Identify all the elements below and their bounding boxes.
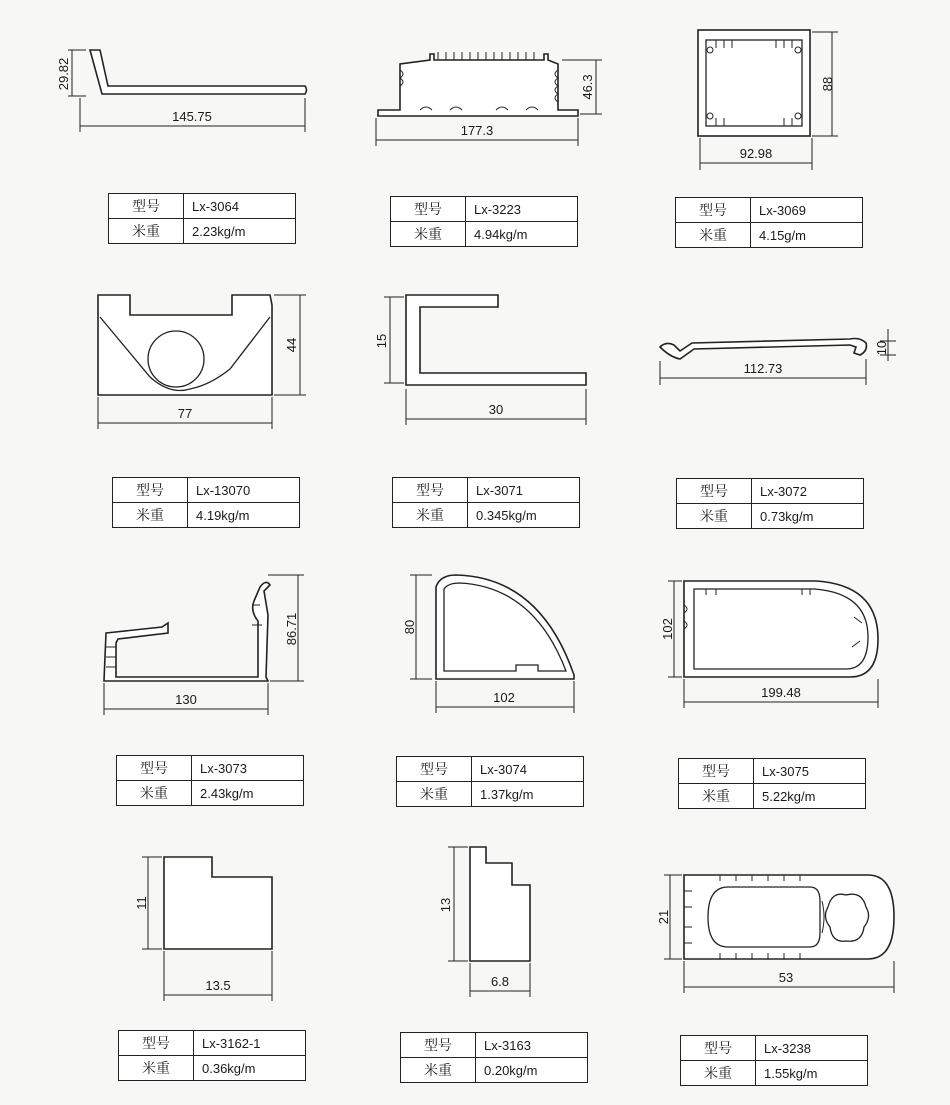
hook-strip-profile-icon	[640, 285, 940, 465]
model-label: 型号	[113, 478, 188, 503]
weight-label: 米重	[677, 504, 752, 529]
profile-card	[640, 835, 940, 1105]
model-value: Lx-3163	[476, 1033, 588, 1058]
dim-height: 29.82	[56, 57, 71, 91]
model-value: Lx-3073	[192, 756, 304, 781]
dim-height: 15	[374, 333, 389, 349]
profile-card	[640, 285, 940, 555]
flat-ramp-profile-icon	[50, 30, 350, 210]
weight-value: 2.23kg/m	[184, 219, 296, 244]
profile-card	[380, 835, 680, 1105]
model-label: 型号	[676, 198, 751, 223]
slotted-capsule-profile-icon	[640, 835, 940, 1015]
weight-label: 米重	[401, 1058, 476, 1083]
round-hole-block-profile-icon	[70, 285, 370, 465]
weight-value: 0.36kg/m	[194, 1056, 306, 1081]
dim-height: 11	[134, 896, 149, 910]
model-value: Lx-3074	[472, 757, 584, 782]
dim-width: 112.73	[743, 361, 783, 376]
profile-card	[370, 565, 670, 835]
l-frame-profile-icon	[80, 565, 380, 745]
weight-label: 米重	[119, 1056, 194, 1081]
dim-width: 30	[488, 402, 504, 417]
quarter-round-profile-icon	[370, 565, 670, 745]
model-label: 型号	[119, 1031, 194, 1056]
model-value: Lx-3075	[754, 759, 866, 784]
profile-card	[330, 30, 630, 300]
dim-width: 130	[175, 692, 197, 707]
dim-height: 86.71	[284, 612, 299, 646]
weight-label: 米重	[679, 784, 754, 809]
weight-label: 米重	[391, 222, 466, 247]
model-value: Lx-13070	[188, 478, 300, 503]
model-value: Lx-3072	[752, 479, 864, 504]
dim-width: 53	[778, 970, 794, 985]
dim-height: 10	[874, 340, 889, 356]
profile-card	[100, 835, 400, 1105]
weight-value: 0.345kg/m	[468, 503, 580, 528]
model-label: 型号	[393, 478, 468, 503]
weight-label: 米重	[117, 781, 192, 806]
model-label: 型号	[401, 1033, 476, 1058]
weight-value: 2.43kg/m	[192, 781, 304, 806]
model-label: 型号	[679, 759, 754, 784]
dim-width: 92.98	[739, 146, 773, 161]
square-tube-profile-icon	[640, 20, 940, 200]
step-block-profile-icon	[100, 835, 400, 1015]
model-value: Lx-3071	[468, 478, 580, 503]
model-value: Lx-3069	[751, 198, 863, 223]
weight-value: 4.94kg/m	[466, 222, 578, 247]
weight-value: 0.73kg/m	[752, 504, 864, 529]
weight-value: 0.20kg/m	[476, 1058, 588, 1083]
u-channel-profile-icon	[350, 285, 650, 465]
weight-label: 米重	[393, 503, 468, 528]
weight-label: 米重	[676, 223, 751, 248]
weight-value: 4.15g/m	[751, 223, 863, 248]
profile-card	[640, 20, 940, 290]
weight-label: 米重	[113, 503, 188, 528]
profile-card	[350, 285, 650, 555]
weight-label: 米重	[681, 1061, 756, 1086]
dim-width: 102	[493, 690, 515, 705]
model-label: 型号	[109, 194, 184, 219]
profile-card	[50, 30, 350, 300]
model-label: 型号	[391, 197, 466, 222]
dim-width: 13.5	[205, 978, 231, 993]
weight-value: 5.22kg/m	[754, 784, 866, 809]
profile-card	[640, 565, 940, 835]
profile-card	[80, 565, 380, 835]
dim-height: 46.3	[580, 74, 595, 100]
dim-height: 21	[656, 909, 671, 925]
model-value: Lx-3238	[756, 1036, 868, 1061]
profile-card	[70, 285, 370, 555]
dim-width: 77	[177, 406, 193, 421]
dim-height: 13	[438, 897, 453, 913]
model-label: 型号	[397, 757, 472, 782]
model-label: 型号	[681, 1036, 756, 1061]
heatsink-profile-icon	[330, 30, 630, 210]
dim-width: 177.3	[460, 123, 494, 138]
model-label: 型号	[677, 479, 752, 504]
dim-height: 80	[402, 619, 417, 635]
dim-height: 102	[660, 618, 675, 640]
model-value: Lx-3162-1	[194, 1031, 306, 1056]
weight-value: 1.37kg/m	[472, 782, 584, 807]
stair-block-profile-icon	[380, 835, 680, 1015]
weight-label: 米重	[109, 219, 184, 244]
dim-height: 44	[284, 337, 299, 353]
model-label: 型号	[117, 756, 192, 781]
weight-value: 1.55kg/m	[756, 1061, 868, 1086]
dim-width: 145.75	[172, 109, 212, 124]
dim-width: 199.48	[761, 685, 801, 700]
rounded-housing-profile-icon	[640, 565, 940, 745]
weight-value: 4.19kg/m	[188, 503, 300, 528]
model-value: Lx-3223	[466, 197, 578, 222]
dim-height: 88	[820, 76, 835, 92]
weight-label: 米重	[397, 782, 472, 807]
model-value: Lx-3064	[184, 194, 296, 219]
dim-width: 6.8	[490, 974, 510, 989]
